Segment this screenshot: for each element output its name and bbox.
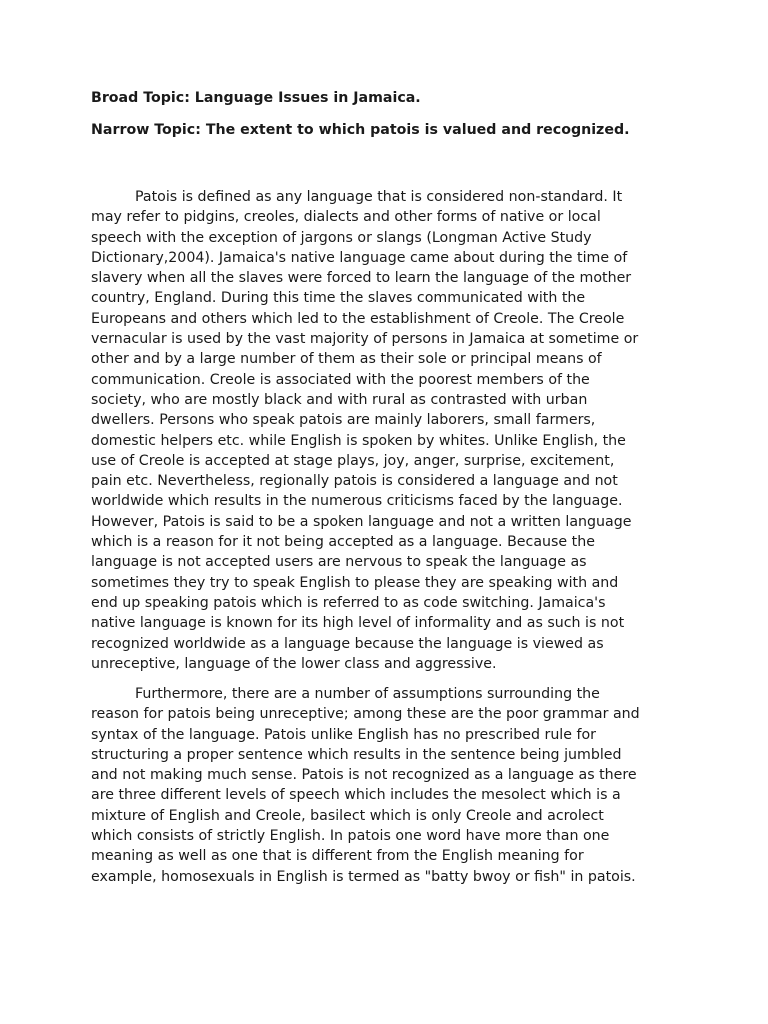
paragraph-line: end up speaking patois which is referred to as code switching. Jamaica's (91, 594, 606, 611)
paragraph-1 (91, 187, 676, 674)
narrow-topic-heading: Narrow Topic: The extent to which patois is valued and recognized. (91, 122, 630, 138)
paragraph-line: other and by a large number of them as their sole or principal means of (91, 351, 602, 368)
paragraph-line: which is a reason for it not being accepted as a language. Because the (91, 534, 595, 551)
paragraph-line: native language is known for its high level of informality and as such is not (91, 615, 625, 632)
paragraph-2 (91, 684, 676, 887)
paragraph-line: Europeans and others which led to the establishment of Creole. The Creole (91, 310, 625, 327)
paragraph-line: Dictionary,2004). Jamaica's native language came about during the time of (91, 249, 628, 266)
paragraph-line: However, Patois is said to be a spoken language and not a written language (91, 513, 632, 530)
paragraph-line: pain etc. Nevertheless, regionally patois is considered a language and not (91, 473, 618, 490)
paragraph-line: recognized worldwide as a language because the language is viewed as (91, 635, 604, 652)
paragraph-line: meaning as well as one that is different from the English meaning for (91, 848, 584, 865)
paragraph-line: society, who are mostly black and with rural as contrasted with urban (91, 391, 588, 408)
paragraph-line: which consists of strictly English. In patois one word have more than one (91, 828, 610, 845)
paragraph-line: Furthermore, there are a number of assumptions surrounding the (135, 686, 600, 702)
paragraph-line: vernacular is used by the vast majority of persons in Jamaica at sometime or (91, 331, 639, 348)
paragraph-line: language is not accepted users are nervous to speak the language as (91, 554, 587, 571)
paragraph-line: use of Creole is accepted at stage plays, joy, anger, surprise, excitement, (91, 452, 615, 469)
paragraph-line: syntax of the language. Patois unlike English has no prescribed rule for (91, 726, 596, 743)
paragraph-line: worldwide which results in the numerous criticisms faced by the language. (91, 493, 623, 510)
paragraph-line: slavery when all the slaves were forced to learn the language of the mother (91, 270, 632, 287)
paragraph-line: sometimes they try to speak English to please they are speaking with and (91, 574, 619, 591)
paragraph-line: dwellers. Persons who speak patois are mainly laborers, small farmers, (91, 412, 596, 429)
paragraph-line: domestic helpers etc. while English is spoken by whites. Unlike English, the (91, 432, 626, 449)
paragraph-line: are three different levels of speech which includes the mesolect which is a (91, 787, 621, 804)
paragraph-line: mixture of English and Creole, basilect which is only Creole and acrolect (91, 807, 604, 824)
paragraph-line: structuring a proper sentence which results in the sentence being jumbled (91, 746, 622, 763)
paragraph-line: and not making much sense. Patois is not recognized as a language as there (91, 767, 637, 784)
paragraph-line: communication. Creole is associated with the poorest members of the (91, 371, 590, 388)
broad-topic-heading: Broad Topic: Language Issues in Jamaica. (91, 90, 421, 106)
paragraph-line: speech with the exception of jargons or slangs (Longman Active Study (91, 229, 592, 246)
paragraph-line: country, England. During this time the slaves communicated with the (91, 290, 586, 307)
paragraph-line: unreceptive, language of the lower class and aggressive. (91, 655, 497, 672)
paragraph-line: reason for patois being unreceptive; among these are the poor grammar and (91, 706, 640, 723)
paragraph-line: example, homosexuals in English is termed as "batty bwoy or fish" in patois. (91, 868, 636, 885)
paragraph-line: Patois is defined as any language that is considered non-standard. It (135, 189, 623, 205)
paragraph-line: may refer to pidgins, creoles, dialects and other forms of native or local (91, 209, 601, 226)
